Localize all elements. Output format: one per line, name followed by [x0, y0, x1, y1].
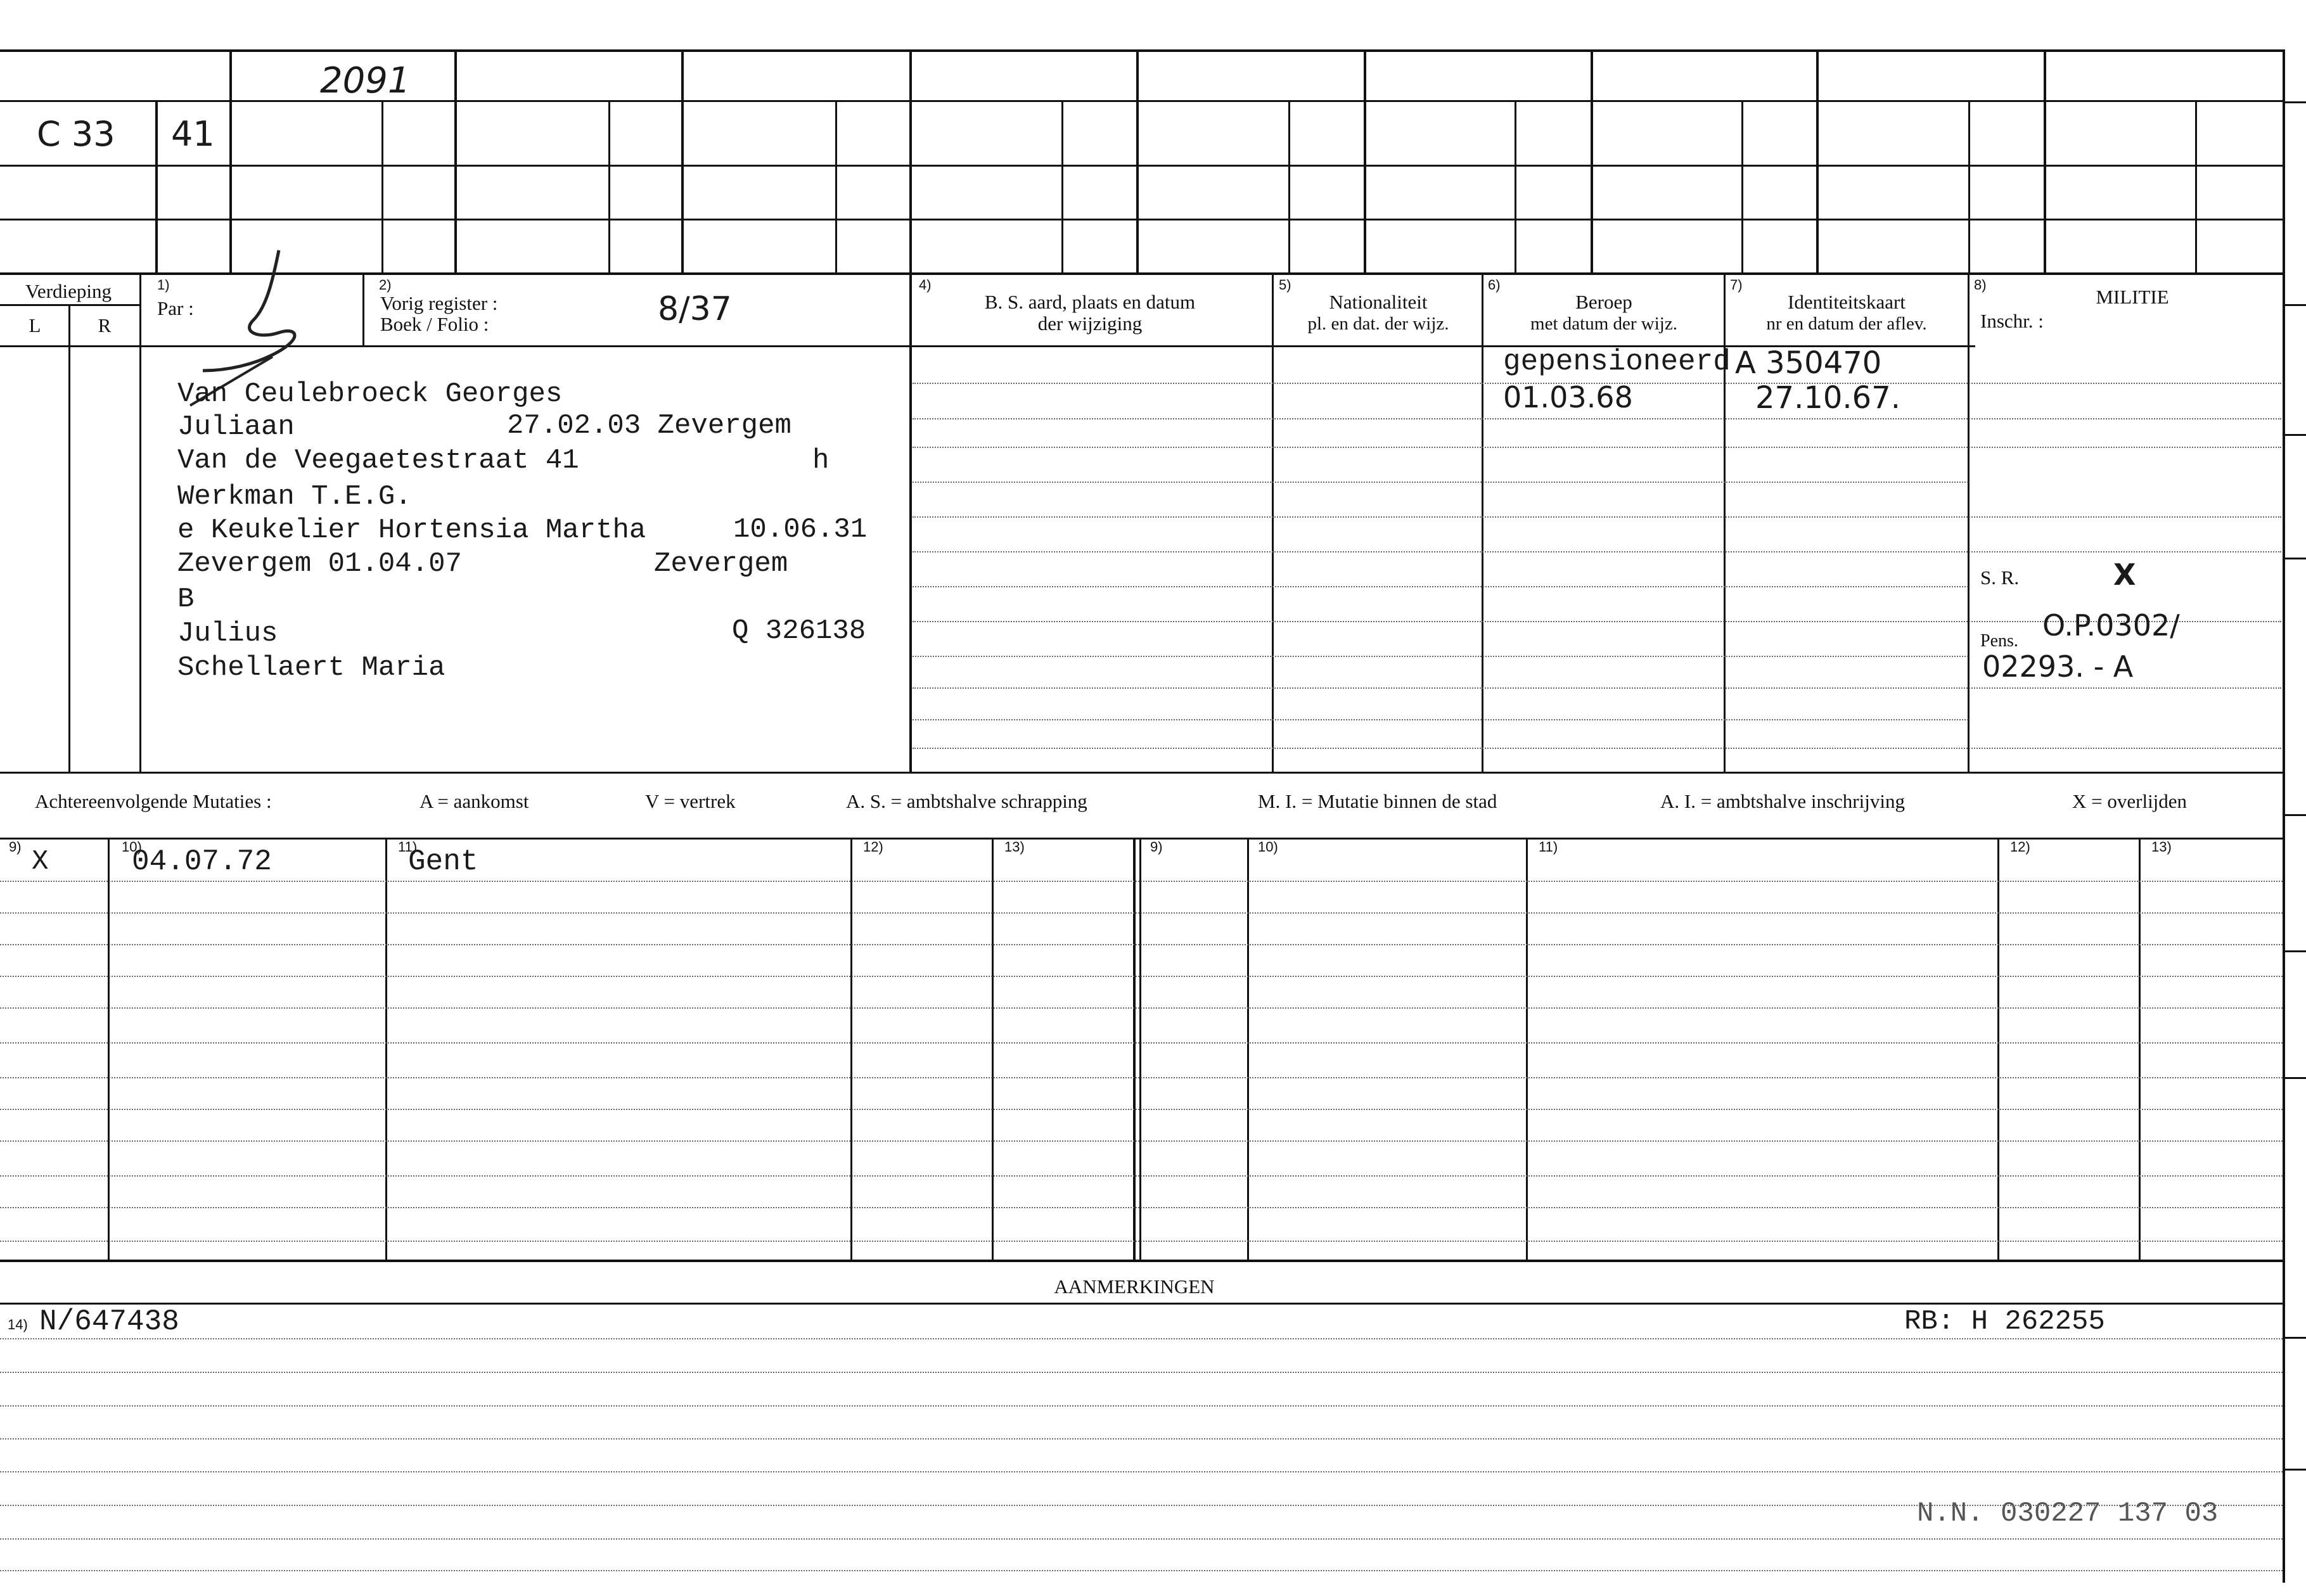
- person-address: Van de Veegaetestraat 41: [177, 445, 579, 476]
- aanmerkingen-nn: N.N. 030227 137 03: [1917, 1498, 2219, 1529]
- mcol-12: 12): [863, 839, 883, 855]
- person-address-code: h: [812, 445, 830, 476]
- person-arrival: Zevergem 01.04.07: [177, 548, 462, 580]
- mcol-10b: 10): [1258, 839, 1278, 855]
- verdieping-r: R: [98, 314, 112, 336]
- person-q-code: Q 326138: [732, 615, 866, 647]
- id-line2: nr en datum der aflev.: [1766, 314, 1927, 334]
- verdieping-l: L: [29, 314, 41, 336]
- mutation-date: 04.07.72: [132, 845, 272, 878]
- col7-num: 7): [1730, 277, 1743, 293]
- boek-folio-label: Boek / Folio :: [380, 313, 489, 335]
- mutaties-title: Achtereenvolgende Mutaties :: [35, 790, 272, 812]
- person-father: Julius: [177, 618, 278, 649]
- id-date: 27.10.67.: [1755, 380, 1901, 416]
- mcol-10: 10): [122, 839, 142, 855]
- person-name: Van Ceulebroeck Georges: [177, 378, 563, 410]
- mutation-place: Gent: [408, 845, 478, 878]
- person-arrival-place: Zevergem: [654, 548, 788, 580]
- col5-num: 5): [1279, 277, 1291, 293]
- legend-as: A. S. = ambtshalve schrapping: [846, 790, 1087, 812]
- person-spouse-date: 10.06.31: [733, 514, 868, 546]
- aanmerkingen-rb: RB: H 262255: [1904, 1306, 2105, 1337]
- pens-value-2: 02293. - A: [1982, 649, 2134, 684]
- beroep-value: gepensioneerd: [1503, 345, 1731, 378]
- beroep-line2: met datum der wijz.: [1530, 314, 1677, 334]
- top-hand-note: 2091: [320, 60, 411, 101]
- sr-value: X: [2113, 558, 2136, 592]
- top-number: 41: [171, 114, 215, 154]
- person-spouse: e Keukelier Hortensia Martha: [177, 514, 646, 546]
- person-mother: Schellaert Maria: [177, 652, 445, 684]
- sr-label: S. R.: [1980, 566, 2020, 589]
- legend-mi: M. I. = Mutatie binnen de stad: [1258, 790, 1497, 812]
- mcol-13b: 13): [2151, 839, 2172, 855]
- id-number: A 350470: [1735, 345, 1882, 381]
- legend-a: A = aankomst: [420, 790, 529, 812]
- aanmerkingen-title: AANMERKINGEN: [1054, 1275, 1215, 1298]
- militie-label: MILITIE: [2096, 286, 2169, 308]
- person-code-b: B: [177, 584, 195, 615]
- nat-line2: pl. en dat. der wijz.: [1307, 314, 1449, 334]
- aanmerkingen-nr: N/647438: [39, 1305, 179, 1338]
- mcol-9b: 9): [1150, 839, 1163, 855]
- mcol-11: 11): [398, 839, 418, 855]
- legend-v: V = vertrek: [645, 790, 736, 812]
- bs-line1: B. S. aard, plaats en datum: [984, 291, 1196, 313]
- pens-label: Pens.: [1980, 631, 2018, 651]
- pens-value-1: O.P.0302/: [2042, 608, 2180, 642]
- mcol-12b: 12): [2010, 839, 2030, 855]
- id-line1: Identiteitskaart: [1788, 291, 1906, 313]
- verdieping-label: Verdieping: [25, 280, 112, 302]
- col8-num: 8): [1974, 277, 1987, 293]
- col4-num: 4): [919, 277, 932, 293]
- legend-ai: A. I. = ambtshalve inschrijving: [1660, 790, 1905, 812]
- inschr-label: Inschr. :: [1980, 310, 2044, 332]
- person-occupation: Werkman T.E.G.: [177, 481, 412, 513]
- beroep-date: 01.03.68: [1503, 380, 1633, 414]
- person-birth: 27.02.03 Zevergem: [507, 410, 791, 442]
- person-given-name: Juliaan: [177, 411, 295, 443]
- vorig-register-label: Vorig register :: [380, 292, 498, 314]
- mcol-9: 9): [9, 839, 22, 855]
- aanmerkingen-num: 14): [8, 1317, 28, 1332]
- col2-num: 2): [379, 277, 392, 293]
- col1-num: 1): [157, 277, 170, 293]
- beroep-line1: Beroep: [1575, 291, 1632, 313]
- top-code: C 33: [37, 114, 115, 154]
- legend-x: X = overlijden: [2072, 790, 2187, 812]
- mutation-type: X: [32, 846, 49, 878]
- par-label: Par :: [157, 297, 194, 319]
- bs-line2: der wijziging: [1037, 312, 1143, 335]
- mcol-11b: 11): [1539, 839, 1558, 855]
- boek-folio-value: 8/37: [658, 290, 732, 328]
- col6-num: 6): [1488, 277, 1501, 293]
- mcol-13: 13): [1004, 839, 1025, 855]
- nat-line1: Nationaliteit: [1329, 291, 1428, 313]
